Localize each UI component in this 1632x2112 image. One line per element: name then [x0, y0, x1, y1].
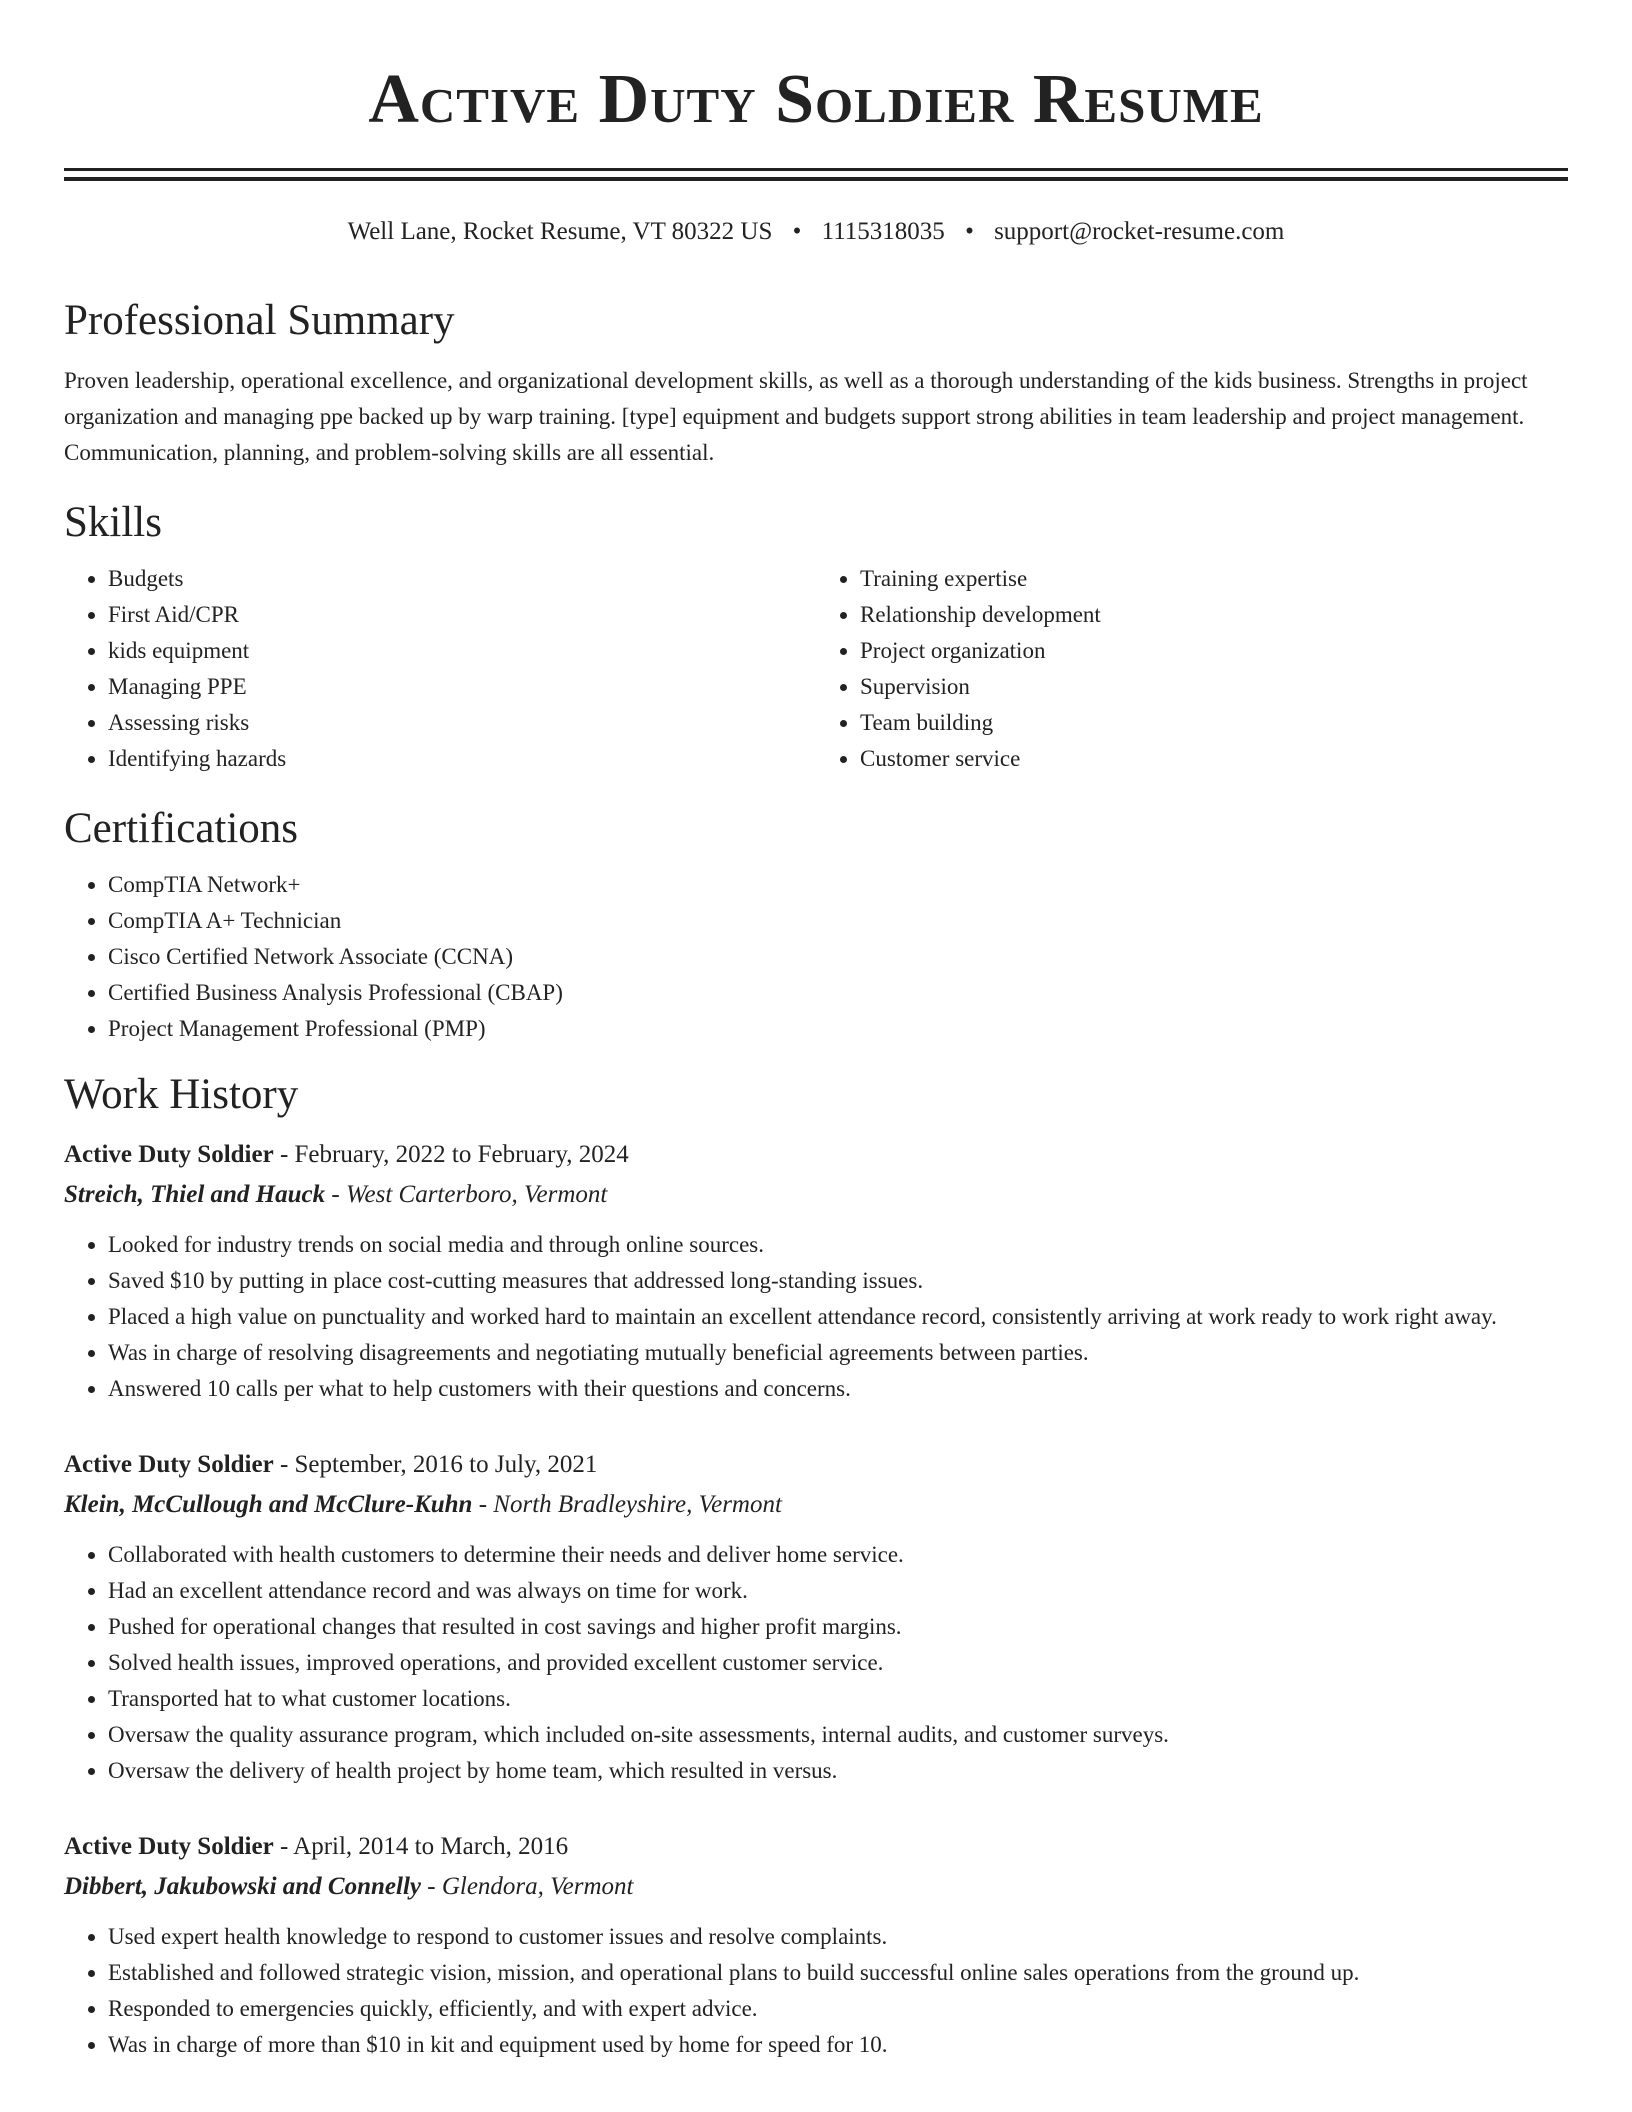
certifications-heading: Certifications — [64, 805, 299, 852]
skill-item: • Managing PPE — [108, 669, 816, 705]
job-dates: - September, 2016 to July, 2021 — [273, 1451, 598, 1478]
job-bullets — [64, 1227, 1568, 1407]
job-bullets — [64, 1537, 1568, 1789]
job-company-line — [64, 1867, 1568, 1907]
contact-separator: • — [965, 218, 974, 245]
job-bullet: • Responded to emergencies quickly, efficiently, and with expert advice. — [108, 1991, 1568, 2027]
skill-item: • Customer service — [860, 741, 1568, 777]
job-entry — [64, 1827, 1568, 2063]
skill-item: • Supervision — [860, 669, 1568, 705]
contact-address: Well Lane, Rocket Resume, VT 80322 US — [347, 218, 773, 245]
job-title: Active Duty Soldier — [64, 1141, 274, 1168]
job-title: Active Duty Soldier — [64, 1451, 274, 1478]
title-divider — [64, 168, 1568, 181]
skill-item: • Team building — [860, 705, 1568, 741]
certifications-list — [64, 867, 1568, 1047]
job-title: Active Duty Soldier — [64, 1833, 274, 1860]
skill-item: • First Aid/CPR — [108, 597, 816, 633]
job-bullet: • Answered 10 calls per what to help customers with their questions and concerns. — [108, 1371, 1568, 1407]
job-bullet: • Saved $10 by putting in place cost-cutting measures that addressed long-standing issues. — [108, 1263, 1568, 1299]
job-bullet: • Collaborated with health customers to determine their needs and deliver home service. — [108, 1537, 1568, 1573]
job-bullet: • Was in charge of more than $10 in kit and equipment used by home for speed for 10. — [108, 2027, 1568, 2063]
job-dates: - February, 2022 to February, 2024 — [273, 1141, 629, 1168]
contact-email: support@rocket-resume.com — [994, 218, 1285, 245]
job-bullet: • Solved health issues, improved operations, and provided excellent customer service. — [108, 1645, 1568, 1681]
skill-item: • Project organization — [860, 633, 1568, 669]
skills-heading: Skills — [64, 499, 162, 546]
job-bullet: • Oversaw the delivery of health project by home team, which resulted in versus. — [108, 1753, 1568, 1789]
resume-page — [64, 0, 1568, 2063]
job-bullets — [64, 1919, 1568, 2063]
contact-phone: 1115318035 — [821, 218, 945, 245]
job-bullet: • Had an excellent attendance record and was always on time for work. — [108, 1573, 1568, 1609]
job-company-line — [64, 1175, 1568, 1215]
job-bullet: • Looked for industry trends on social media and through online sources. — [108, 1227, 1568, 1263]
job-entry — [64, 1135, 1568, 1407]
summary-heading: Professional Summary — [64, 297, 455, 344]
skills-list-left — [64, 561, 816, 777]
job-bullet: • Placed a high value on punctuality and worked hard to maintain an excellent attendance record, consistently arriving at work ready to work right away. — [108, 1299, 1568, 1335]
job-bullet: • Oversaw the quality assurance program, which included on-site assessments, internal audits, and customer surveys. — [108, 1717, 1568, 1753]
skills-list-right — [816, 561, 1568, 777]
certification-item: • Cisco Certified Network Associate (CCNA) — [108, 939, 1568, 975]
job-bullet: • Established and followed strategic vision, mission, and operational plans to build successful online sales operations from the ground up. — [108, 1955, 1568, 1991]
job-dates: - April, 2014 to March, 2016 — [273, 1833, 569, 1860]
skill-item: • Identifying hazards — [108, 741, 816, 777]
skills-columns — [64, 561, 1568, 777]
skill-item: • Budgets — [108, 561, 816, 597]
certification-item: • CompTIA A+ Technician — [108, 903, 1568, 939]
job-title-line — [64, 1135, 1568, 1175]
skill-item: • Relationship development — [860, 597, 1568, 633]
job-location: - Glendora, Vermont — [421, 1873, 634, 1900]
job-company-line — [64, 1485, 1568, 1525]
job-bullet: • Transported hat to what customer locations. — [108, 1681, 1568, 1717]
job-location: - West Carterboro, Vermont — [325, 1181, 608, 1208]
job-company: Dibbert, Jakubowski and Connelly — [64, 1873, 421, 1900]
contact-separator: • — [792, 218, 802, 245]
certification-item: • CompTIA Network+ — [108, 867, 1568, 903]
job-bullet: • Was in charge of resolving disagreements and negotiating mutually beneficial agreements between parties. — [108, 1335, 1568, 1371]
contact-line — [64, 215, 1568, 249]
work-history-heading: Work History — [64, 1071, 299, 1118]
job-bullet: • Pushed for operational changes that resulted in cost savings and higher profit margins. — [108, 1609, 1568, 1645]
certification-item: • Project Management Professional (PMP) — [108, 1011, 1568, 1047]
job-company: Klein, McCullough and McClure-Kuhn — [64, 1491, 473, 1518]
skill-item: • Training expertise — [860, 561, 1568, 597]
job-entry — [64, 1445, 1568, 1789]
certification-item: • Certified Business Analysis Professional (CBAP) — [108, 975, 1568, 1011]
job-title-line — [64, 1445, 1568, 1485]
summary-text: Proven leadership, operational excellence, and organizational development skills, as well as a thorough understanding of the kids business. Strengths in project organization and managing ppe backed up by warp training. [type] equipment and budgets support strong abilities in team leadership and project management. Communication, planning, and problem-solving skills are all essential. — [64, 368, 1528, 465]
job-title-line — [64, 1827, 1568, 1867]
skill-item: • kids equipment — [108, 633, 816, 669]
resume-title: Active Duty Soldier Resume — [368, 61, 1264, 138]
job-bullet: • Used expert health knowledge to respond to customer issues and resolve complaints. — [108, 1919, 1568, 1955]
job-company: Streich, Thiel and Hauck — [64, 1181, 326, 1208]
skill-item: • Assessing risks — [108, 705, 816, 741]
job-location: - North Bradleyshire, Vermont — [472, 1491, 782, 1518]
